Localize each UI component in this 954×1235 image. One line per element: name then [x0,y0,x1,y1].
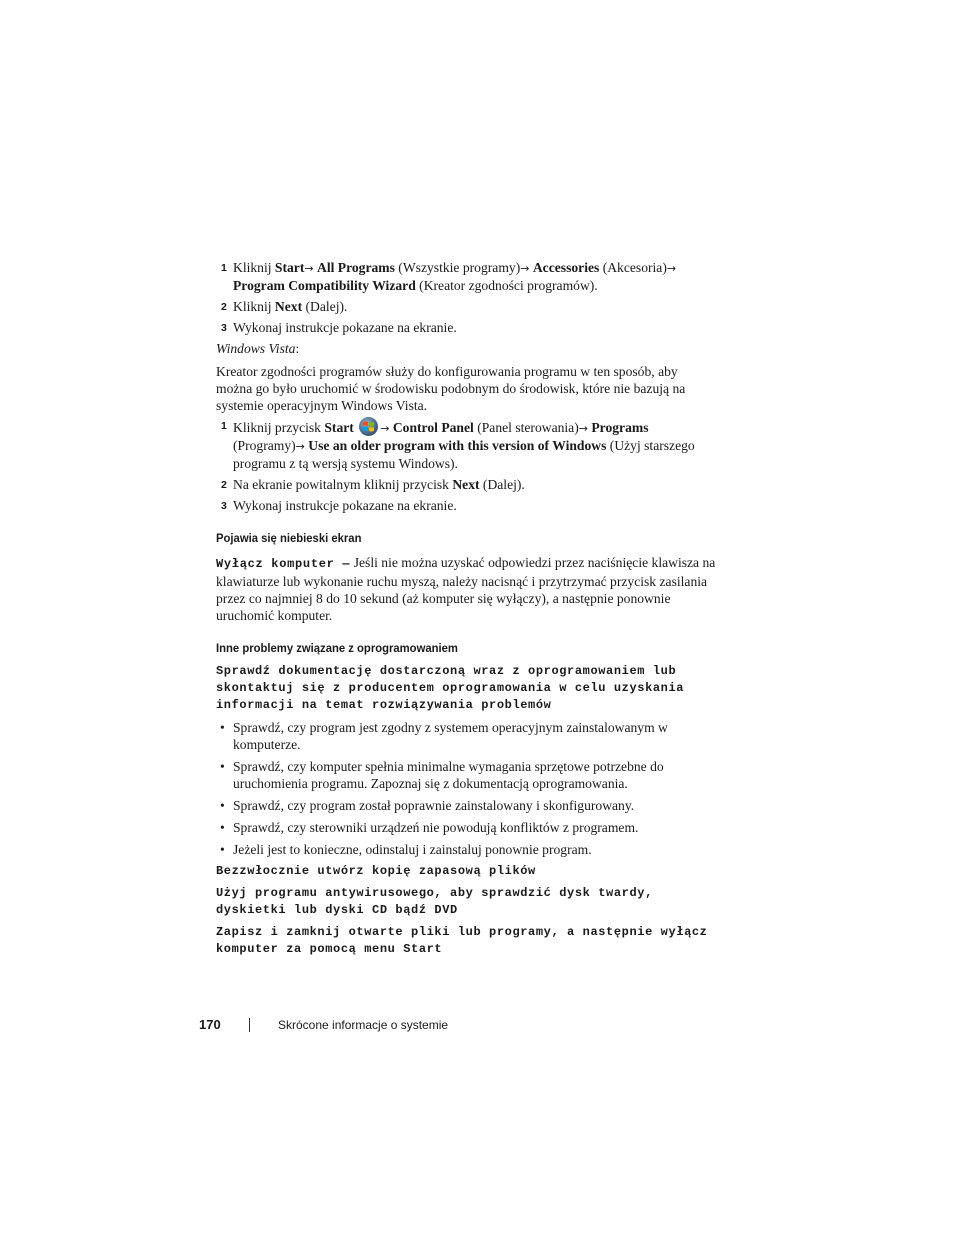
list-item: • Sprawdź, czy sterowniki urządzeń nie powodują konfliktów z programem. [220,820,639,835]
vista-step-2: 2 Na ekranie powitalnym kliknij przycisk Next (Dalej). [221,477,525,492]
footer-separator [249,1018,250,1032]
check-docs-heading: Sprawdź dokumentację dostarczoną wraz z oprogramowaniem lub skontaktuj się z producentem oprogramowania w celu uzyskania informacji na temat rozwiązywania problemów [216,664,685,712]
vista-intro: Kreator zgodności programów służy do konfigurowania programu w ten sposób, aby można go było uruchomić w środowisku podobnym do środowisk, które nie bazują na systemie operacyjnym Windows Vista. [216,364,686,413]
page-content [216,259,716,958]
vista-steps-list [216,476,716,514]
antivirus-heading: Użyj programu antywirusowego, aby sprawdzić dysk twardy, dyskietki lub dyski CD bądź DVD [216,886,653,917]
step-number: 1 [221,262,227,274]
vista-step-1: 1 Kliknij przycisk Start → Control Panel (Panel sterowania)→ Programs (Programy)→ Use an older program with this version of Windows (Użyj starszego programu z tą wersją systemu Windows). [216,417,716,472]
footer-title: Skrócone informacje o systemie [278,1018,449,1032]
step-number: 3 [221,322,227,334]
step-number: 2 [221,301,227,313]
backup-heading: Bezzwłocznie utwórz kopię zapasową plików [216,864,536,878]
vista-step-3: 3 Wykonaj instrukcje pokazane na ekranie. [221,498,457,513]
section-title-other-problems: Inne problemy związane z oprogramowaniem [216,641,458,655]
bullet-icon: • [220,798,225,813]
step-number: 3 [221,500,227,512]
step-number: 1 [221,420,227,432]
list-item: • Jeżeli jest to konieczne, odinstaluj i zainstaluj ponownie program. [220,842,592,857]
bullet-icon: • [220,759,225,774]
list-item: • Sprawdź, czy program jest zgodny z systemem operacyjnym zainstalowanym w komputerze. [220,720,668,752]
xp-steps-list [216,259,716,336]
os-label: Windows Vista: [216,341,300,356]
xp-step-3: 3 Wykonaj instrukcje pokazane na ekranie. [221,320,457,335]
list-item: • Sprawdź, czy program został poprawnie zainstalowany i skonfigurowany. [220,798,635,813]
list-item: • Sprawdź, czy komputer spełnia minimalne wymagania sprzętowe potrzebne do uruchomienia programu. Zapoznaj się z dokumentacją oprogramowania. [220,759,664,791]
bullet-list [216,719,716,858]
xp-step-1: 1 Kliknij Start→ All Programs (Wszystkie programy)→ Accessories (Akcesoria)→ Program Compatibility Wizard (Kreator zgodności programów). [221,260,677,293]
windows-start-icon [359,417,378,436]
bullet-icon: • [220,842,225,857]
page-number: 170 [199,1017,221,1032]
save-close-heading: Zapisz i zamknij otwarte pliki lub programy, a następnie wyłącz komputer za pomocą menu Start [216,925,708,956]
bullet-icon: • [220,720,225,735]
step-number: 2 [221,479,227,491]
blue-screen-text: Wyłącz komputer — Jeśli nie można uzyskać odpowiedzi przez naciśnięcie klawisza na klawiaturze lub wykonanie ruchu myszą, należy nacisnąć i przytrzymać przycisk zasilania przez co najmniej 8 do 10 sekund (aż komputer się wyłączy), a następnie ponownie uruchomić komputer. [216,555,716,623]
xp-step-2: 2 Kliknij Next (Dalej). [221,299,348,314]
bullet-icon: • [220,820,225,835]
section-title-blue-screen: Pojawia się niebieski ekran [216,531,362,545]
